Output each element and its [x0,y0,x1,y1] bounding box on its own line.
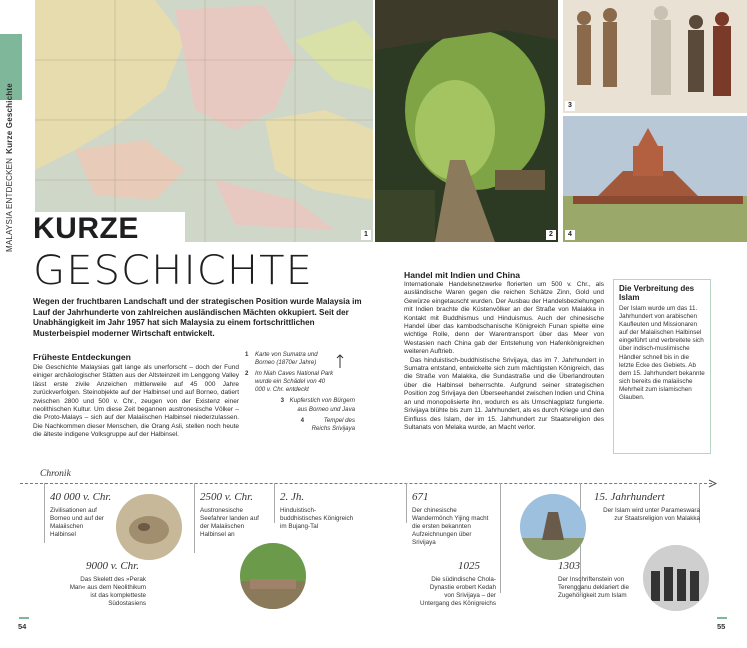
borneo-java-engraving-photo [563,0,747,113]
photo-number-3: 3 [565,101,575,111]
event-text-2jh: Hinduistisch-buddhistisches Königreich im Bujang-Tal [280,507,354,530]
early-heading: Früheste Entdeckungen [33,352,131,362]
running-header [5,83,14,252]
event-text-1025: Die südindische Chola-Dynastie erobert Kedah von Srivijaya – der Untergang des Königreichs [420,576,496,607]
event-year-1025: 1025 [458,560,480,572]
caption-4: 4 Tempel des Reichs Srivijaya [300,416,355,432]
event-text-15jh: Der Islam wird unter Parameswara zur Staatsreligion von Malakka [603,507,700,522]
event-year-671: 671 [412,491,429,503]
timeline-tick [406,483,407,523]
event-text-2500bc: Austronesische Seefahrer landen auf der Malaiischen Halbinsel an [200,507,259,538]
sidebar-heading: Die Verbreitung des Islam [619,284,695,302]
srivijaya-temple-photo [563,116,747,242]
timeline-axis [20,483,712,484]
page-number-left: 54 [18,622,27,631]
trade-paragraph-1: Internationale Handelsnetzwerke florierten um 500 v. Chr., als ausländische Waren gegen die reichen Schätze Zinn, Gold und Gewürze eingetauscht wurden. Der Ausbau der Handelsbeziehungen mit Indien brachte die Küstenvölker an der Straße von Malakka in Kontakt mit Buddhismus und Hinduismus. Auch der chinesische Handel über das kambodschanische Königreich Funan spielte eine wichtige Rolle, denn der Warentransport über das Meer von Westasien nach China gab der Entstehung von Hafenkönigreichen weiteren Auftrieb. [404,281,604,356]
caption-1: 1 Karte von Sumatra und Borneo (1870er Jahre) [245,351,318,367]
historic-map-photo [35,0,373,242]
trade-heading: Handel mit Indien und China [404,270,521,280]
skull-fossil-photo [116,494,182,560]
lead-paragraph: Wegen der fruchtbaren Landschaft und der strategischen Position wurde Malaysia im Lauf der Jahrhunderte von zahlreichen ausländischen Mächten okkupiert. Seit der Unabhängigkeit im Jahr 1957 hat sich Malaysia zu einem fortschrittlichen Musterbeispiel moderner Wirtschaft entwickelt. [33,297,362,339]
page-marker-right [717,617,727,619]
page-marker-left [19,617,29,619]
royal-group-photo [643,545,709,611]
trade-body [404,281,604,432]
event-text-40000bc: Zivilisationen auf Borneo und auf der Malaiischen Halbinsel [50,507,104,538]
timeline-tick [194,483,195,553]
early-body: Die Geschichte Malaysias galt lange als unerforscht – doch der Fund einiger archäologischer Stätten aus der Altsteinzeit im Lenggong Valley lässt erste zivile Anzeichen mittlerweile auf 45 000 Jahre zurückverfolgen. Steinobjekte auf der Halbinsel und auf Borneo, datiert zwischen 2800 und 500 v. Chr., zeugen von der Existenz einer neolithischen Kultur. Um diese Zeit begannen austronesische Völker – die Proto-Malays – sich auf der Malaiischen Halbinsel niederzulassen. Die Nachkommen dieser Menschen, die Orang Asli, stellen noch heute die älteste indigene Volksgruppe auf der Halbinsel. [33,364,239,439]
srivijaya-stupa-photo [520,494,586,560]
timeline-tick [500,483,501,593]
trade-paragraph-2: Das hinduistisch-buddhistische Srivijaya, das im 7. Jahrhundert in Sumatra entstand, entwickelte sich zum mächtigsten Königreich, das die Straße von Malakka, die Sundastraße und die Überlandrouten über die Halbinsel beherrschte. Aufgrund seiner strategischen Position zog Srivijaya den Überseehandel zwischen Indien und China an und monopolisierte ihn, wodurch es als Umschlagplatz fungierte. Srivijaya blühte bis zum 11. Jahrhundert, als es durch Kriege und den Einfluss des Islam, der im 15. Jahrhundert zur Staatsreligion des Sultanats von Melaka wurde, an Macht verlor. [404,356,604,431]
page-number-right: 55 [717,622,726,631]
event-text-671: Der chinesische Wandermönch Yijing macht die ersten bekannten Aufzeichnungen über Srivijaya [412,507,489,546]
niah-caves-photo [375,0,558,242]
arrow-up-icon [336,354,344,368]
timeline-arrow-icon [708,479,718,488]
event-year-1303: 1303 [558,560,580,572]
event-year-2jh: 2. Jh. [280,491,305,503]
bujang-valley-photo [240,543,306,609]
timeline-tick [44,483,45,543]
event-year-2500bc: 2500 v. Chr. [200,491,253,503]
caption-3: 3 Kupferstich von Bürgern aus Borneo und Java [280,397,355,413]
timeline-label: Chronik [40,469,71,479]
chapter-name: Kurze Geschichte [5,83,14,154]
event-year-15jh: 15. Jahrhundert [594,491,665,503]
timeline-tick [274,483,275,523]
section-name: MALAYSIA ENTDECKEN [5,157,14,252]
title-line-1: KURZE [33,212,139,245]
event-year-40000bc: 40 000 v. Chr. [50,491,112,503]
event-text-1303: Der Inschriftenstein von Terengganu deklariert die Zugehörigkeit zum Islam [558,576,630,599]
event-year-9000bc: 9000 v. Chr. [86,560,139,572]
event-text-9000bc: Das Skelett des »Perak Man« aus dem Neolithikum ist das kompletteste Südostasiens [69,576,146,607]
islam-sidebar [613,279,711,454]
photo-number-1: 1 [361,230,371,240]
photo-number-4: 4 [565,230,575,240]
title-line-2: GESCHICHTE [33,248,313,294]
sidebar-body: Der Islam wurde um das 11. Jahrhundert von arabischen Kaufleuten und Missionaren auf der Malaiischen Halbinsel eingeführt und verbreitete sich über indisch-muslimische Händler schnell bis in die letzte Ecke des Gebiets. Ab dem 15. Jahrhundert bekannte sich bereits die malaiische Mehrheit zum islamischen Glauben. [619,305,705,402]
photo-number-2: 2 [546,230,556,240]
caption-2: 2 Im Niah Caves National Park wurde ein Schädel von 40 000 v. Chr. entdeckt [245,370,334,394]
